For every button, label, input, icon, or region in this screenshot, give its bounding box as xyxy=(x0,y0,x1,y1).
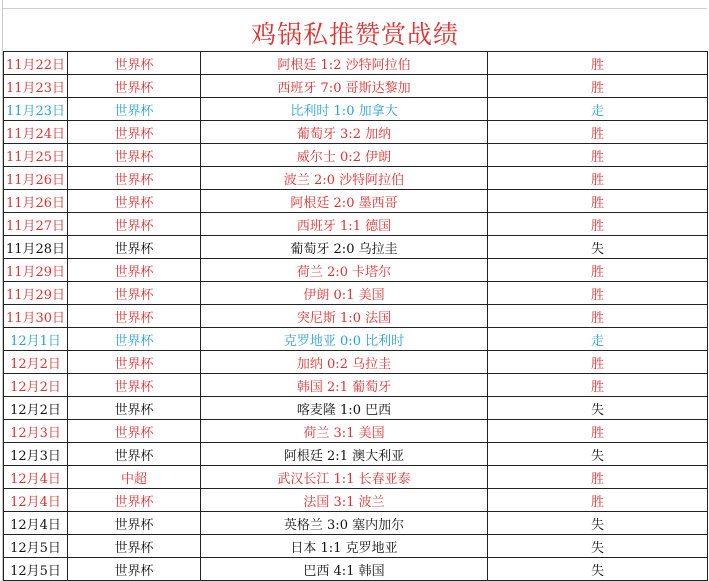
date-cell: 11月25日 xyxy=(4,144,68,167)
result-cell: 失 xyxy=(488,512,708,535)
table-row xyxy=(4,52,708,75)
date-cell: 11月29日 xyxy=(4,282,68,305)
match-cell: 葡萄牙 3:2 加纳 xyxy=(201,121,488,144)
result-cell: 失 xyxy=(488,397,708,420)
competition-cell: 世界杯 xyxy=(68,52,201,75)
competition-cell: 世界杯 xyxy=(68,167,201,190)
table-row xyxy=(4,98,708,121)
competition-cell: 世界杯 xyxy=(68,190,201,213)
table-row xyxy=(4,351,708,374)
match-cell: 葡萄牙 2:0 乌拉圭 xyxy=(201,236,488,259)
table-row xyxy=(4,190,708,213)
table-row xyxy=(4,328,708,351)
competition-cell: 世界杯 xyxy=(68,236,201,259)
date-cell: 11月29日 xyxy=(4,259,68,282)
result-cell: 失 xyxy=(488,535,708,558)
title-row xyxy=(3,8,707,52)
match-cell: 荷兰 2:0 卡塔尔 xyxy=(201,259,488,282)
date-cell: 11月22日 xyxy=(4,52,68,75)
table-row xyxy=(4,466,708,489)
result-cell: 胜 xyxy=(488,167,708,190)
date-cell: 12月2日 xyxy=(4,374,68,397)
table-row xyxy=(4,535,708,558)
result-cell: 胜 xyxy=(488,466,708,489)
competition-cell: 世界杯 xyxy=(68,305,201,328)
match-cell: 荷兰 3:1 美国 xyxy=(201,420,488,443)
table-row xyxy=(4,144,708,167)
result-cell: 胜 xyxy=(488,190,708,213)
match-cell: 比利时 1:0 加拿大 xyxy=(201,98,488,121)
date-cell: 11月24日 xyxy=(4,121,68,144)
date-cell: 12月4日 xyxy=(4,489,68,512)
table-row xyxy=(4,420,708,443)
results-table-body xyxy=(4,52,708,581)
table-row xyxy=(4,305,708,328)
match-cell: 英格兰 3:0 塞内加尔 xyxy=(201,512,488,535)
date-cell: 11月27日 xyxy=(4,213,68,236)
result-cell: 胜 xyxy=(488,374,708,397)
match-cell: 法国 3:1 波兰 xyxy=(201,489,488,512)
page-title: 鸡锅私推赞赏战绩 xyxy=(250,20,459,49)
match-cell: 威尔士 0:2 伊朗 xyxy=(201,144,488,167)
table-row xyxy=(4,374,708,397)
result-cell: 胜 xyxy=(488,52,708,75)
competition-cell: 中超 xyxy=(68,466,201,489)
competition-cell: 世界杯 xyxy=(68,489,201,512)
competition-cell: 世界杯 xyxy=(68,443,201,466)
table-row xyxy=(4,236,708,259)
result-cell: 走 xyxy=(488,328,708,351)
date-cell: 11月23日 xyxy=(4,98,68,121)
table-row xyxy=(4,75,708,98)
match-cell: 阿根廷 2:1 澳大利亚 xyxy=(201,443,488,466)
table-row xyxy=(4,213,708,236)
result-cell: 失 xyxy=(488,558,708,581)
competition-cell: 世界杯 xyxy=(68,420,201,443)
match-cell: 韩国 2:1 葡萄牙 xyxy=(201,374,488,397)
match-cell: 加纳 0:2 乌拉圭 xyxy=(201,351,488,374)
results-table xyxy=(3,51,708,581)
result-cell: 胜 xyxy=(488,351,708,374)
date-cell: 12月2日 xyxy=(4,351,68,374)
result-cell: 胜 xyxy=(488,75,708,98)
date-cell: 11月26日 xyxy=(4,190,68,213)
result-cell: 胜 xyxy=(488,144,708,167)
result-cell: 失 xyxy=(488,236,708,259)
competition-cell: 世界杯 xyxy=(68,213,201,236)
table-row xyxy=(4,443,708,466)
match-cell: 克罗地亚 0:0 比利时 xyxy=(201,328,488,351)
result-cell: 胜 xyxy=(488,259,708,282)
table-row xyxy=(4,259,708,282)
date-cell: 11月30日 xyxy=(4,305,68,328)
competition-cell: 世界杯 xyxy=(68,328,201,351)
competition-cell: 世界杯 xyxy=(68,75,201,98)
table-row xyxy=(4,167,708,190)
table-row xyxy=(4,282,708,305)
match-cell: 西班牙 7:0 哥斯达黎加 xyxy=(201,75,488,98)
date-cell: 12月3日 xyxy=(4,443,68,466)
match-cell: 阿根廷 1:2 沙特阿拉伯 xyxy=(201,52,488,75)
competition-cell: 世界杯 xyxy=(68,374,201,397)
table-row xyxy=(4,558,708,581)
result-cell: 胜 xyxy=(488,213,708,236)
match-cell: 西班牙 1:1 德国 xyxy=(201,213,488,236)
table-row xyxy=(4,121,708,144)
date-cell: 12月5日 xyxy=(4,558,68,581)
match-cell: 阿根廷 2:0 墨西哥 xyxy=(201,190,488,213)
result-cell: 胜 xyxy=(488,489,708,512)
date-cell: 11月23日 xyxy=(4,75,68,98)
result-cell: 胜 xyxy=(488,305,708,328)
result-cell: 胜 xyxy=(488,282,708,305)
table-row xyxy=(4,489,708,512)
table-row xyxy=(4,512,708,535)
competition-cell: 世界杯 xyxy=(68,98,201,121)
competition-cell: 世界杯 xyxy=(68,512,201,535)
match-cell: 巴西 4:1 韩国 xyxy=(201,558,488,581)
competition-cell: 世界杯 xyxy=(68,397,201,420)
date-cell: 12月2日 xyxy=(4,397,68,420)
competition-cell: 世界杯 xyxy=(68,282,201,305)
match-cell: 喀麦隆 1:0 巴西 xyxy=(201,397,488,420)
table-row xyxy=(4,397,708,420)
competition-cell: 世界杯 xyxy=(68,144,201,167)
result-cell: 失 xyxy=(488,443,708,466)
result-cell: 胜 xyxy=(488,121,708,144)
date-cell: 12月4日 xyxy=(4,512,68,535)
match-cell: 武汉长江 1:1 长春亚泰 xyxy=(201,466,488,489)
competition-cell: 世界杯 xyxy=(68,259,201,282)
match-cell: 突尼斯 1:0 法国 xyxy=(201,305,488,328)
match-cell: 波兰 2:0 沙特阿拉伯 xyxy=(201,167,488,190)
result-cell: 走 xyxy=(488,98,708,121)
competition-cell: 世界杯 xyxy=(68,535,201,558)
date-cell: 12月5日 xyxy=(4,535,68,558)
competition-cell: 世界杯 xyxy=(68,351,201,374)
result-cell: 胜 xyxy=(488,420,708,443)
competition-cell: 世界杯 xyxy=(68,121,201,144)
competition-cell: 世界杯 xyxy=(68,558,201,581)
date-cell: 12月3日 xyxy=(4,420,68,443)
match-cell: 伊朗 0:1 美国 xyxy=(201,282,488,305)
date-cell: 11月28日 xyxy=(4,236,68,259)
date-cell: 12月1日 xyxy=(4,328,68,351)
date-cell: 12月4日 xyxy=(4,466,68,489)
date-cell: 11月26日 xyxy=(4,167,68,190)
match-cell: 日本 1:1 克罗地亚 xyxy=(201,535,488,558)
